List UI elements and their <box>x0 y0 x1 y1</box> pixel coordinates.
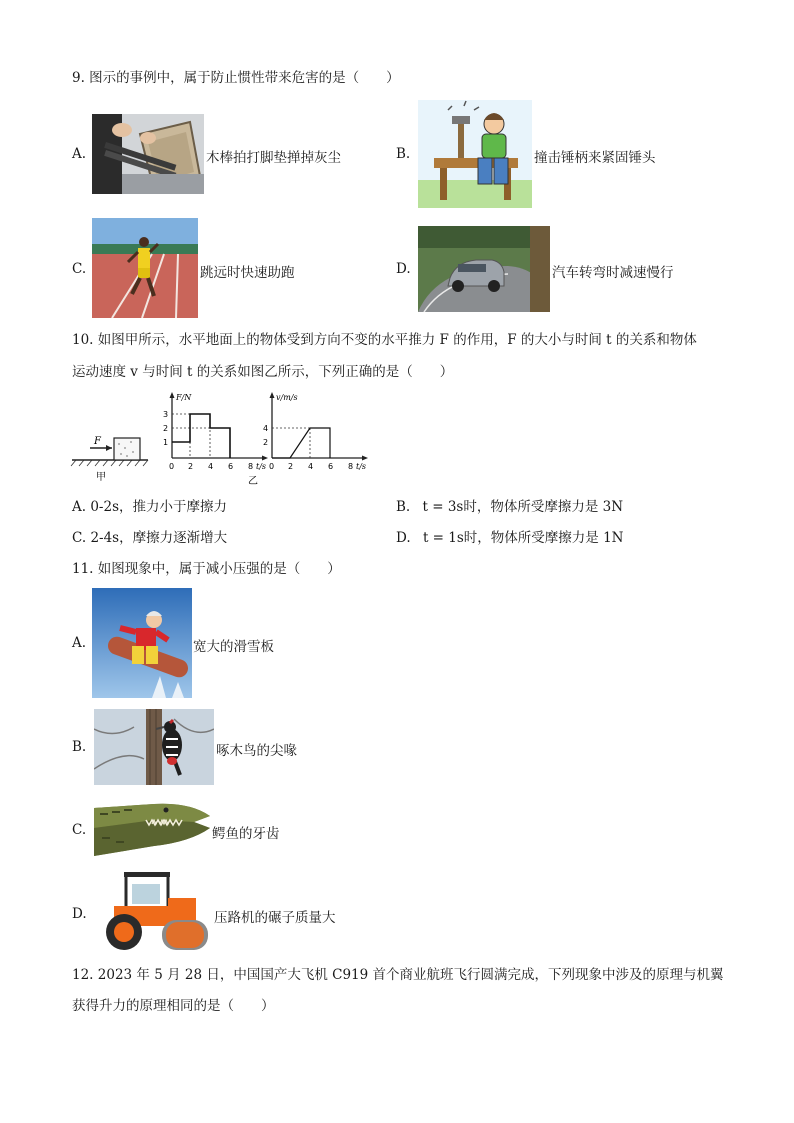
q10-option-b-letter: B. <box>396 499 411 515</box>
g2-xtick-0: 0 <box>269 462 275 471</box>
graph1-ylabel: F/N <box>176 393 192 402</box>
q10-option-a-text: 0-2s，推力小于摩擦力 <box>90 499 228 515</box>
road-roller-photo <box>96 870 210 952</box>
g2-xtick-8: 8 <box>348 462 354 471</box>
graph1-xlabel: t/s <box>256 462 267 471</box>
snowboarder-photo <box>92 588 192 698</box>
q11-option-b-letter[interactable]: B. <box>72 739 87 755</box>
q11-option-a-text: 宽大的滑雪板 <box>193 639 274 655</box>
question-11-stem: 11. 如图现象中，属于减小压强的是（ ） <box>72 561 341 577</box>
question-9-stem: 9. 图示的事例中，属于防止惯性带来危害的是（ ） <box>72 70 400 86</box>
hammer-handle-cartoon <box>418 100 532 208</box>
q9-option-d-letter[interactable]: D. <box>396 261 411 277</box>
doormat-beating-photo <box>92 114 204 194</box>
q11-option-a-image <box>92 588 192 698</box>
q11-option-d-letter[interactable]: D. <box>72 906 87 922</box>
figure-jia <box>71 436 148 483</box>
g2-xtick-6: 6 <box>328 462 334 471</box>
graph2-xlabel: t/s <box>356 462 367 471</box>
q10-option-a-letter: A. <box>72 499 87 515</box>
force-label: F <box>94 436 101 447</box>
q11-option-c-text: 鳄鱼的牙齿 <box>212 826 280 842</box>
g2-xtick-2: 2 <box>288 462 294 471</box>
q10-option-b[interactable] <box>396 495 623 515</box>
g2-ytick-4: 4 <box>263 424 269 433</box>
q10-option-c-text: 2-4s，摩擦力逐渐增大 <box>90 530 228 546</box>
q11-option-b-image <box>94 709 214 785</box>
question-12-stem-line2: 获得升力的原理相同的是（ ） <box>72 998 275 1014</box>
q11-option-d-image <box>96 870 210 952</box>
g2-xtick-4: 4 <box>308 462 314 471</box>
q11-option-c-letter[interactable]: C. <box>72 822 87 838</box>
g1-xtick-8: 8 <box>248 462 254 471</box>
q9-option-c-letter[interactable]: C. <box>72 261 87 277</box>
question-10-stem-line1: 10. 如图甲所示，水平地面上的物体受到方向不变的水平推力 F 的作用，F 的大小与时间 t 的关系和物体 <box>72 332 697 348</box>
woodpecker-photo <box>94 709 214 785</box>
q9-option-c-text: 跳远时快速助跑 <box>200 265 295 281</box>
q9-option-b-image <box>418 100 532 208</box>
graph-force-time <box>163 392 268 471</box>
q11-option-a-letter[interactable]: A. <box>72 635 87 651</box>
q10-option-d[interactable] <box>396 526 623 546</box>
q9-option-d-image <box>418 226 550 312</box>
long-jump-runner-photo <box>92 218 198 318</box>
graph2-ylabel: v/m/s <box>276 393 298 402</box>
q9-option-b-text: 撞击锤柄来紧固锤头 <box>534 150 656 166</box>
q11-option-b-text: 啄木鸟的尖喙 <box>216 743 297 759</box>
car-turning-photo <box>418 226 550 312</box>
question-10-stem-line2: 运动速度 v 与时间 t 的关系如图乙所示，下列正确的是（ ） <box>72 364 454 380</box>
jia-label: 甲 <box>96 472 106 483</box>
q10-option-d-letter: D. <box>396 530 411 546</box>
q10-option-d-text: t = 1s时，物体所受摩擦力是 1N <box>422 530 624 546</box>
question-12-stem-line1: 12. 2023 年 5 月 28 日，中国国产大飞机 C919 首个商业航班飞行圆满完成，下列现象中涉及的原理与机翼 <box>72 967 724 983</box>
g1-ytick-2: 2 <box>163 424 169 433</box>
yi-label: 乙 <box>248 476 258 487</box>
q9-option-a-letter[interactable]: A. <box>72 146 87 162</box>
crocodile-teeth-photo <box>94 798 212 860</box>
q11-option-c-image <box>94 798 212 860</box>
q9-option-b-letter[interactable]: B. <box>396 146 411 162</box>
g1-xtick-0: 0 <box>169 462 175 471</box>
g1-xtick-4: 4 <box>208 462 214 471</box>
g1-xtick-6: 6 <box>228 462 234 471</box>
graph-velocity-time <box>263 392 368 471</box>
q10-option-b-text: t = 3s时，物体所受摩擦力是 3N <box>422 499 624 515</box>
g1-ytick-1: 1 <box>163 438 169 447</box>
g1-xtick-2: 2 <box>188 462 194 471</box>
q9-option-a-image <box>92 114 204 194</box>
q9-option-c-image <box>92 218 198 318</box>
q10-option-c-letter: C. <box>72 530 87 546</box>
q9-option-a-text: 木棒拍打脚垫掸掉灰尘 <box>206 150 341 166</box>
q10-figure <box>66 388 378 488</box>
q10-option-c[interactable] <box>72 526 227 546</box>
q10-option-a[interactable] <box>72 495 227 515</box>
g2-ytick-2: 2 <box>263 438 269 447</box>
q11-option-d-text: 压路机的碾子质量大 <box>214 910 336 926</box>
g1-ytick-3: 3 <box>163 410 169 419</box>
q9-option-d-text: 汽车转弯时减速慢行 <box>552 265 674 281</box>
